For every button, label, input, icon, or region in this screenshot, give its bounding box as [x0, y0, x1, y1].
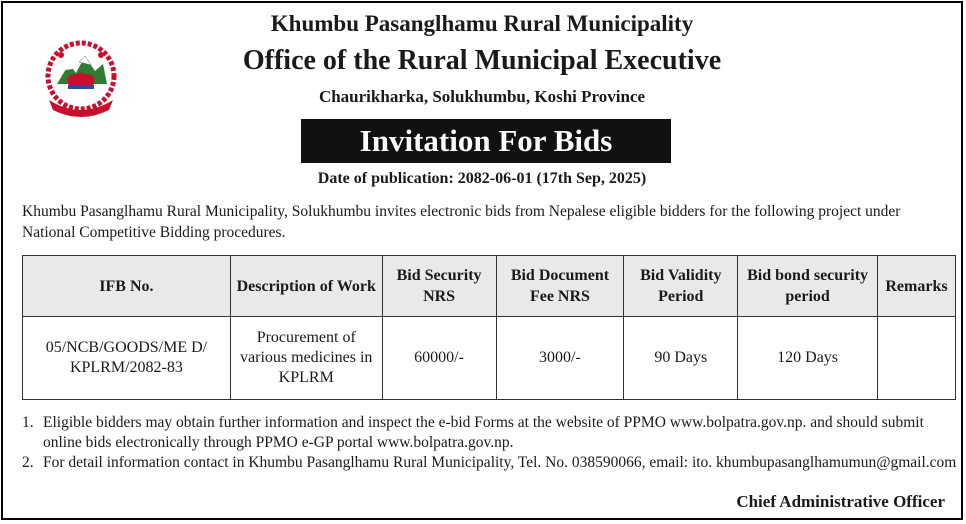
- header-bond-period: Bid bond security period: [738, 256, 878, 317]
- notice-title: Invitation For Bids: [301, 119, 671, 163]
- header-document-fee: Bid Document Fee NRS: [496, 256, 624, 317]
- cell-document-fee: 3000/-: [496, 317, 624, 400]
- note-text: Eligible bidders may obtain further information and inspect the e-bid Forms at the website of PPMO www.bolpatra.gov.np. and should submit online bids electronically through PPMO e-GP portal www.bolpatra.gov.np.: [43, 414, 924, 451]
- intro-paragraph: Khumbu Pasanglhamu Rural Municipality, Solukhumbu invites electronic bids from Nepalese eligible bidders for the following project under National Competitive Bidding procedures.: [22, 203, 901, 241]
- office-address: Chaurikharka, Solukhumbu, Koshi Province: [318, 87, 646, 106]
- municipality-name: Khumbu Pasanglhamu Rural Municipality: [270, 11, 694, 36]
- list-item: [22, 453, 957, 473]
- notice-page: [1, 1, 963, 520]
- notes-list: [22, 413, 957, 473]
- header-description: Description of Work: [230, 256, 382, 317]
- header-remarks: Remarks: [877, 256, 955, 317]
- cell-bid-validity: 90 Days: [624, 317, 738, 400]
- list-item: [22, 413, 957, 453]
- cell-bond-period: 120 Days: [738, 317, 878, 400]
- header-bid-security: Bid Security NRS: [382, 256, 496, 317]
- cell-description: Procurement of various medicines in KPLRM: [230, 317, 382, 400]
- note-text: For detail information contact in Khumbu Pasanglhamu Rural Municipality, Tel. No. 038590066, email: ito. khumbupasanglhamumun@gmail.com: [43, 454, 957, 471]
- note-number: 2.: [22, 454, 34, 471]
- note-number: 1.: [22, 414, 34, 431]
- cell-bid-security: 60000/-: [382, 317, 496, 400]
- header-bid-validity: Bid Validity Period: [624, 256, 738, 317]
- signature-title: Chief Administrative Officer: [736, 492, 945, 511]
- office-name: Office of the Rural Municipal Executive: [242, 45, 722, 76]
- cell-remarks: [877, 317, 955, 400]
- bids-table: [22, 255, 956, 400]
- publication-date: Date of publication: 2082-06-01 (17th Sep, 2025): [317, 170, 647, 187]
- cell-ifb-no: 05/NCB/GOODS/ME D/ KPLRM/2082-83: [23, 317, 231, 400]
- header-ifb-no: IFB No.: [23, 256, 231, 317]
- table-row: [23, 317, 956, 400]
- table-header-row: [23, 256, 956, 317]
